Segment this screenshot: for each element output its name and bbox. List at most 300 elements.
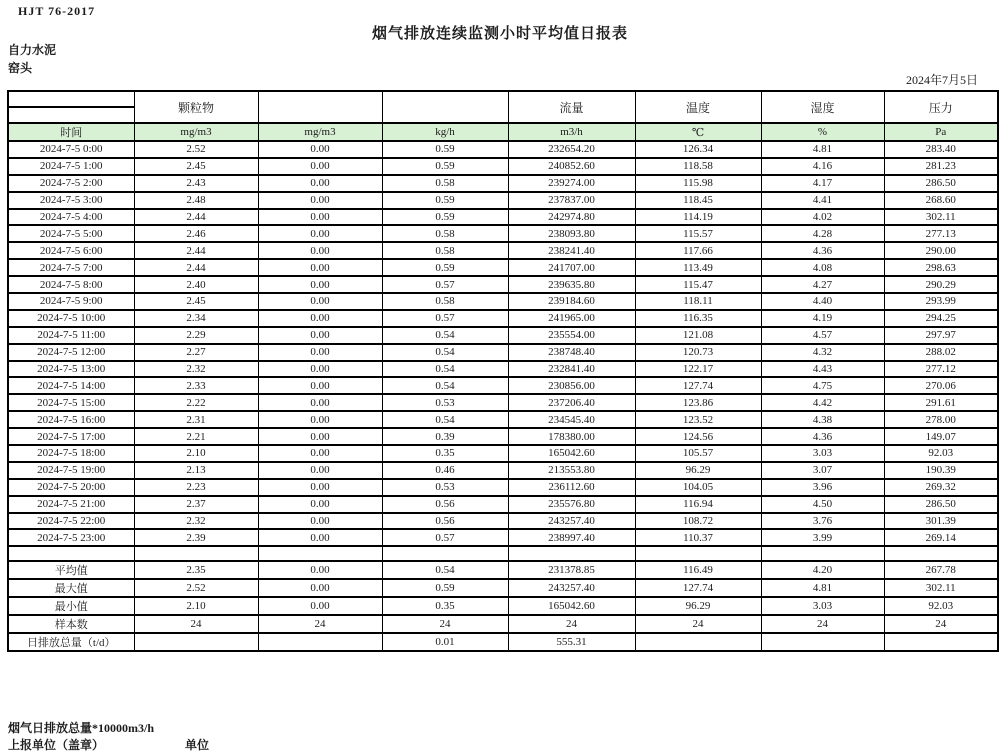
value-cell: 277.13 (884, 225, 998, 242)
summary-value-cell: 2.35 (134, 561, 258, 579)
summary-value-cell: 92.03 (884, 597, 998, 615)
corner-cell-bottom (8, 107, 134, 123)
value-cell: 0.00 (258, 496, 382, 513)
summary-value-cell: 0.00 (258, 597, 382, 615)
value-cell: 118.11 (635, 293, 761, 310)
spacer-rows (8, 546, 998, 561)
unit-mg-m3-2: mg/m3 (258, 123, 382, 141)
value-cell: 2.48 (134, 192, 258, 209)
time-cell: 2024-7-5 8:00 (8, 276, 134, 293)
value-cell: 0.00 (258, 411, 382, 428)
value-cell: 115.57 (635, 225, 761, 242)
time-cell: 2024-7-5 10:00 (8, 310, 134, 327)
value-cell: 2.32 (134, 361, 258, 378)
time-column-header: 时间 (8, 123, 134, 141)
value-cell: 290.00 (884, 242, 998, 259)
table-row (8, 411, 998, 428)
value-cell: 239274.00 (508, 175, 635, 192)
value-cell: 4.42 (761, 394, 884, 411)
summary-label: 日排放总量（t/d） (8, 633, 134, 651)
blank-cell (8, 546, 134, 561)
value-cell: 294.25 (884, 310, 998, 327)
time-cell: 2024-7-5 16:00 (8, 411, 134, 428)
value-cell: 0.00 (258, 276, 382, 293)
time-cell: 2024-7-5 19:00 (8, 462, 134, 479)
value-cell: 0.57 (382, 276, 508, 293)
value-cell: 0.00 (258, 141, 382, 158)
value-cell: 0.58 (382, 225, 508, 242)
time-cell: 2024-7-5 17:00 (8, 428, 134, 445)
value-cell: 114.19 (635, 209, 761, 226)
summary-value-cell: 0.35 (382, 597, 508, 615)
value-cell: 213553.80 (508, 462, 635, 479)
value-cell: 234545.40 (508, 411, 635, 428)
summary-value-cell: 24 (635, 615, 761, 633)
value-cell: 118.58 (635, 158, 761, 175)
value-cell: 122.17 (635, 361, 761, 378)
reporting-unit-label: 上报单位（盖章） (8, 738, 105, 752)
blank-cell (761, 546, 884, 561)
corner-cell-top (8, 91, 134, 107)
value-cell: 237837.00 (508, 192, 635, 209)
value-cell: 2.39 (134, 529, 258, 546)
summary-row (8, 615, 998, 633)
value-cell: 0.59 (382, 192, 508, 209)
summary-label: 最大值 (8, 579, 134, 597)
table-row (8, 513, 998, 530)
value-cell: 0.35 (382, 445, 508, 462)
blank-cell (508, 546, 635, 561)
summary-value-cell: 24 (508, 615, 635, 633)
time-cell: 2024-7-5 20:00 (8, 479, 134, 496)
column-header-blank-1 (258, 91, 382, 123)
time-cell: 2024-7-5 7:00 (8, 259, 134, 276)
table-row (8, 344, 998, 361)
summary-value-cell: 0.00 (258, 561, 382, 579)
summary-row (8, 579, 998, 597)
value-cell: 118.45 (635, 192, 761, 209)
table-row (8, 361, 998, 378)
summary-value-cell: 96.29 (635, 597, 761, 615)
header-rows (8, 91, 998, 141)
value-cell: 293.99 (884, 293, 998, 310)
time-cell: 2024-7-5 23:00 (8, 529, 134, 546)
column-header-particulate: 颗粒物 (134, 91, 258, 123)
summary-value-cell: 2.10 (134, 597, 258, 615)
value-cell: 298.63 (884, 259, 998, 276)
summary-value-cell: 24 (258, 615, 382, 633)
column-header-blank-2 (382, 91, 508, 123)
value-cell: 124.56 (635, 428, 761, 445)
value-cell: 230856.00 (508, 377, 635, 394)
value-cell: 269.32 (884, 479, 998, 496)
value-cell: 0.00 (258, 394, 382, 411)
table-row (8, 445, 998, 462)
value-cell: 0.54 (382, 361, 508, 378)
value-cell: 4.41 (761, 192, 884, 209)
value-cell: 240852.60 (508, 158, 635, 175)
value-cell: 0.56 (382, 513, 508, 530)
summary-label: 样本数 (8, 615, 134, 633)
value-cell: 4.28 (761, 225, 884, 242)
value-cell: 4.27 (761, 276, 884, 293)
table-row (8, 327, 998, 344)
value-cell: 117.66 (635, 242, 761, 259)
value-cell: 0.00 (258, 513, 382, 530)
value-cell: 238748.40 (508, 344, 635, 361)
value-cell: 105.57 (635, 445, 761, 462)
value-cell: 277.12 (884, 361, 998, 378)
standard-number: HJT 76-2017 (18, 4, 96, 18)
value-cell: 3.76 (761, 513, 884, 530)
blank-cell (884, 546, 998, 561)
time-cell: 2024-7-5 22:00 (8, 513, 134, 530)
value-cell: 269.14 (884, 529, 998, 546)
value-cell: 0.54 (382, 377, 508, 394)
value-cell: 0.54 (382, 344, 508, 361)
time-cell: 2024-7-5 14:00 (8, 377, 134, 394)
table-row (8, 377, 998, 394)
value-cell: 232841.40 (508, 361, 635, 378)
value-cell: 4.40 (761, 293, 884, 310)
summary-value-cell: 231378.85 (508, 561, 635, 579)
summary-row (8, 597, 998, 615)
blank-cell (258, 546, 382, 561)
table-row (8, 158, 998, 175)
value-cell: 4.38 (761, 411, 884, 428)
value-cell: 2.23 (134, 479, 258, 496)
value-cell: 0.54 (382, 327, 508, 344)
table-row (8, 175, 998, 192)
value-cell: 115.47 (635, 276, 761, 293)
value-cell: 286.50 (884, 175, 998, 192)
value-cell: 0.59 (382, 259, 508, 276)
table-row (8, 225, 998, 242)
value-cell: 110.37 (635, 529, 761, 546)
value-cell: 2.31 (134, 411, 258, 428)
table-row (8, 293, 998, 310)
monitoring-table (7, 90, 999, 652)
value-cell: 116.94 (635, 496, 761, 513)
value-cell: 290.29 (884, 276, 998, 293)
time-cell: 2024-7-5 9:00 (8, 293, 134, 310)
value-cell: 115.98 (635, 175, 761, 192)
value-cell: 0.00 (258, 225, 382, 242)
value-cell: 0.00 (258, 428, 382, 445)
value-cell: 0.00 (258, 259, 382, 276)
value-cell: 2.34 (134, 310, 258, 327)
value-cell: 0.00 (258, 344, 382, 361)
time-cell: 2024-7-5 5:00 (8, 225, 134, 242)
value-cell: 0.00 (258, 529, 382, 546)
column-header-pressure: 压力 (884, 91, 998, 123)
summary-value-cell: 0.59 (382, 579, 508, 597)
summary-value-cell: 243257.40 (508, 579, 635, 597)
summary-value-cell: 555.31 (508, 633, 635, 651)
value-cell: 0.59 (382, 209, 508, 226)
table-row (8, 428, 998, 445)
value-cell: 4.19 (761, 310, 884, 327)
value-cell: 120.73 (635, 344, 761, 361)
summary-value-cell: 24 (884, 615, 998, 633)
value-cell: 297.97 (884, 327, 998, 344)
value-cell: 127.74 (635, 377, 761, 394)
value-cell: 0.00 (258, 293, 382, 310)
value-cell: 0.00 (258, 327, 382, 344)
summary-value-cell (884, 633, 998, 651)
value-cell: 92.03 (884, 445, 998, 462)
value-cell: 238997.40 (508, 529, 635, 546)
summary-value-cell: 0.01 (382, 633, 508, 651)
value-cell: 0.00 (258, 377, 382, 394)
value-cell: 4.32 (761, 344, 884, 361)
value-cell: 3.07 (761, 462, 884, 479)
table-row (8, 394, 998, 411)
summary-value-cell (635, 633, 761, 651)
value-cell: 0.59 (382, 141, 508, 158)
time-cell: 2024-7-5 1:00 (8, 158, 134, 175)
value-cell: 4.57 (761, 327, 884, 344)
value-cell: 123.86 (635, 394, 761, 411)
unit-label: 单位 (185, 738, 210, 752)
unit-m3-h: m3/h (508, 123, 635, 141)
value-cell: 291.61 (884, 394, 998, 411)
value-cell: 4.17 (761, 175, 884, 192)
value-cell: 4.50 (761, 496, 884, 513)
value-cell: 0.00 (258, 462, 382, 479)
summary-row (8, 633, 998, 651)
time-cell: 2024-7-5 0:00 (8, 141, 134, 158)
blank-cell (134, 546, 258, 561)
table-row (8, 209, 998, 226)
value-cell: 235576.80 (508, 496, 635, 513)
value-cell: 149.07 (884, 428, 998, 445)
value-cell: 270.06 (884, 377, 998, 394)
value-cell: 2.32 (134, 513, 258, 530)
value-cell: 237206.40 (508, 394, 635, 411)
time-cell: 2024-7-5 6:00 (8, 242, 134, 259)
blank-cell (382, 546, 508, 561)
summary-value-cell: 0.54 (382, 561, 508, 579)
value-cell: 178380.00 (508, 428, 635, 445)
table-row (8, 529, 998, 546)
value-cell: 4.36 (761, 428, 884, 445)
value-cell: 2.22 (134, 394, 258, 411)
time-cell: 2024-7-5 21:00 (8, 496, 134, 513)
unit-mg-m3-1: mg/m3 (134, 123, 258, 141)
summary-value-cell: 24 (382, 615, 508, 633)
value-cell: 286.50 (884, 496, 998, 513)
value-cell: 2.29 (134, 327, 258, 344)
table-row (8, 462, 998, 479)
value-cell: 2.44 (134, 259, 258, 276)
value-cell: 2.45 (134, 293, 258, 310)
blank-cell (635, 546, 761, 561)
value-cell: 2.46 (134, 225, 258, 242)
unit-celsius: ℃ (635, 123, 761, 141)
value-cell: 281.23 (884, 158, 998, 175)
value-cell: 232654.20 (508, 141, 635, 158)
value-cell: 165042.60 (508, 445, 635, 462)
value-cell: 0.00 (258, 209, 382, 226)
value-cell: 235554.00 (508, 327, 635, 344)
value-cell: 0.00 (258, 310, 382, 327)
value-cell: 104.05 (635, 479, 761, 496)
value-cell: 2.44 (134, 242, 258, 259)
value-cell: 238093.80 (508, 225, 635, 242)
value-cell: 243257.40 (508, 513, 635, 530)
value-cell: 302.11 (884, 209, 998, 226)
value-cell: 0.54 (382, 411, 508, 428)
summary-value-cell: 24 (134, 615, 258, 633)
time-cell: 2024-7-5 15:00 (8, 394, 134, 411)
summary-value-cell: 165042.60 (508, 597, 635, 615)
value-cell: 288.02 (884, 344, 998, 361)
value-cell: 2.10 (134, 445, 258, 462)
value-cell: 126.34 (635, 141, 761, 158)
unit-percent: % (761, 123, 884, 141)
summary-value-cell (761, 633, 884, 651)
value-cell: 2.52 (134, 141, 258, 158)
value-cell: 301.39 (884, 513, 998, 530)
value-cell: 116.35 (635, 310, 761, 327)
value-cell: 123.52 (635, 411, 761, 428)
value-cell: 3.99 (761, 529, 884, 546)
footnote-flow-total: 烟气日排放总量*10000m3/h (8, 721, 155, 735)
value-cell: 0.58 (382, 293, 508, 310)
value-cell: 2.44 (134, 209, 258, 226)
value-cell: 2.40 (134, 276, 258, 293)
summary-value-cell (258, 633, 382, 651)
blank-row (8, 546, 998, 561)
value-cell: 2.33 (134, 377, 258, 394)
report-date: 2024年7月5日 (905, 73, 978, 87)
time-cell: 2024-7-5 3:00 (8, 192, 134, 209)
time-cell: 2024-7-5 13:00 (8, 361, 134, 378)
time-cell: 2024-7-5 18:00 (8, 445, 134, 462)
time-cell: 2024-7-5 11:00 (8, 327, 134, 344)
value-cell: 236112.60 (508, 479, 635, 496)
summary-value-cell: 4.81 (761, 579, 884, 597)
column-header-flow: 流量 (508, 91, 635, 123)
summary-value-cell: 4.20 (761, 561, 884, 579)
value-cell: 0.58 (382, 175, 508, 192)
value-cell: 0.00 (258, 479, 382, 496)
value-cell: 239184.60 (508, 293, 635, 310)
value-cell: 4.75 (761, 377, 884, 394)
summary-value-cell: 267.78 (884, 561, 998, 579)
table-row (8, 259, 998, 276)
value-cell: 2.27 (134, 344, 258, 361)
table-row (8, 310, 998, 327)
value-cell: 108.72 (635, 513, 761, 530)
time-cell: 2024-7-5 4:00 (8, 209, 134, 226)
value-cell: 3.03 (761, 445, 884, 462)
value-cell: 242974.80 (508, 209, 635, 226)
value-cell: 239635.80 (508, 276, 635, 293)
value-cell: 2.21 (134, 428, 258, 445)
summary-value-cell: 2.52 (134, 579, 258, 597)
summary-value-cell (134, 633, 258, 651)
table-row (8, 479, 998, 496)
summary-value-cell: 127.74 (635, 579, 761, 597)
group-header-row-top (8, 91, 998, 107)
value-cell: 0.53 (382, 394, 508, 411)
unit-kg-h: kg/h (382, 123, 508, 141)
value-cell: 0.46 (382, 462, 508, 479)
table-row (8, 242, 998, 259)
page-title: 烟气排放连续监测小时平均值日报表 (371, 26, 628, 42)
value-cell: 0.00 (258, 242, 382, 259)
summary-value-cell: 0.00 (258, 579, 382, 597)
value-cell: 96.29 (635, 462, 761, 479)
column-header-temperature: 温度 (635, 91, 761, 123)
value-cell: 4.16 (761, 158, 884, 175)
value-cell: 121.08 (635, 327, 761, 344)
value-cell: 190.39 (884, 462, 998, 479)
value-cell: 0.57 (382, 529, 508, 546)
value-cell: 0.00 (258, 175, 382, 192)
summary-row (8, 561, 998, 579)
value-cell: 4.02 (761, 209, 884, 226)
value-cell: 0.57 (382, 310, 508, 327)
value-cell: 2.37 (134, 496, 258, 513)
table-row (8, 276, 998, 293)
value-cell: 2.13 (134, 462, 258, 479)
station-name: 窑头 (8, 61, 33, 75)
value-cell: 0.58 (382, 242, 508, 259)
summary-label: 最小值 (8, 597, 134, 615)
column-header-humidity: 湿度 (761, 91, 884, 123)
value-cell: 0.56 (382, 496, 508, 513)
value-cell: 0.00 (258, 361, 382, 378)
table-row (8, 496, 998, 513)
company-name: 自力水泥 (8, 43, 57, 57)
summary-rows (8, 561, 998, 651)
value-cell: 3.96 (761, 479, 884, 496)
value-cell: 0.59 (382, 158, 508, 175)
time-cell: 2024-7-5 2:00 (8, 175, 134, 192)
value-cell: 4.43 (761, 361, 884, 378)
value-cell: 268.60 (884, 192, 998, 209)
summary-value-cell: 3.03 (761, 597, 884, 615)
value-cell: 4.36 (761, 242, 884, 259)
table-row (8, 141, 998, 158)
value-cell: 0.00 (258, 445, 382, 462)
summary-value-cell: 116.49 (635, 561, 761, 579)
data-rows (8, 141, 998, 546)
value-cell: 2.43 (134, 175, 258, 192)
value-cell: 283.40 (884, 141, 998, 158)
value-cell: 4.81 (761, 141, 884, 158)
summary-label: 平均值 (8, 561, 134, 579)
time-cell: 2024-7-5 12:00 (8, 344, 134, 361)
value-cell: 241707.00 (508, 259, 635, 276)
value-cell: 238241.40 (508, 242, 635, 259)
summary-value-cell: 302.11 (884, 579, 998, 597)
units-row (8, 123, 998, 141)
value-cell: 0.53 (382, 479, 508, 496)
value-cell: 241965.00 (508, 310, 635, 327)
value-cell: 2.45 (134, 158, 258, 175)
value-cell: 113.49 (635, 259, 761, 276)
value-cell: 0.00 (258, 192, 382, 209)
value-cell: 278.00 (884, 411, 998, 428)
table-row (8, 192, 998, 209)
value-cell: 0.00 (258, 158, 382, 175)
summary-value-cell: 24 (761, 615, 884, 633)
value-cell: 4.08 (761, 259, 884, 276)
